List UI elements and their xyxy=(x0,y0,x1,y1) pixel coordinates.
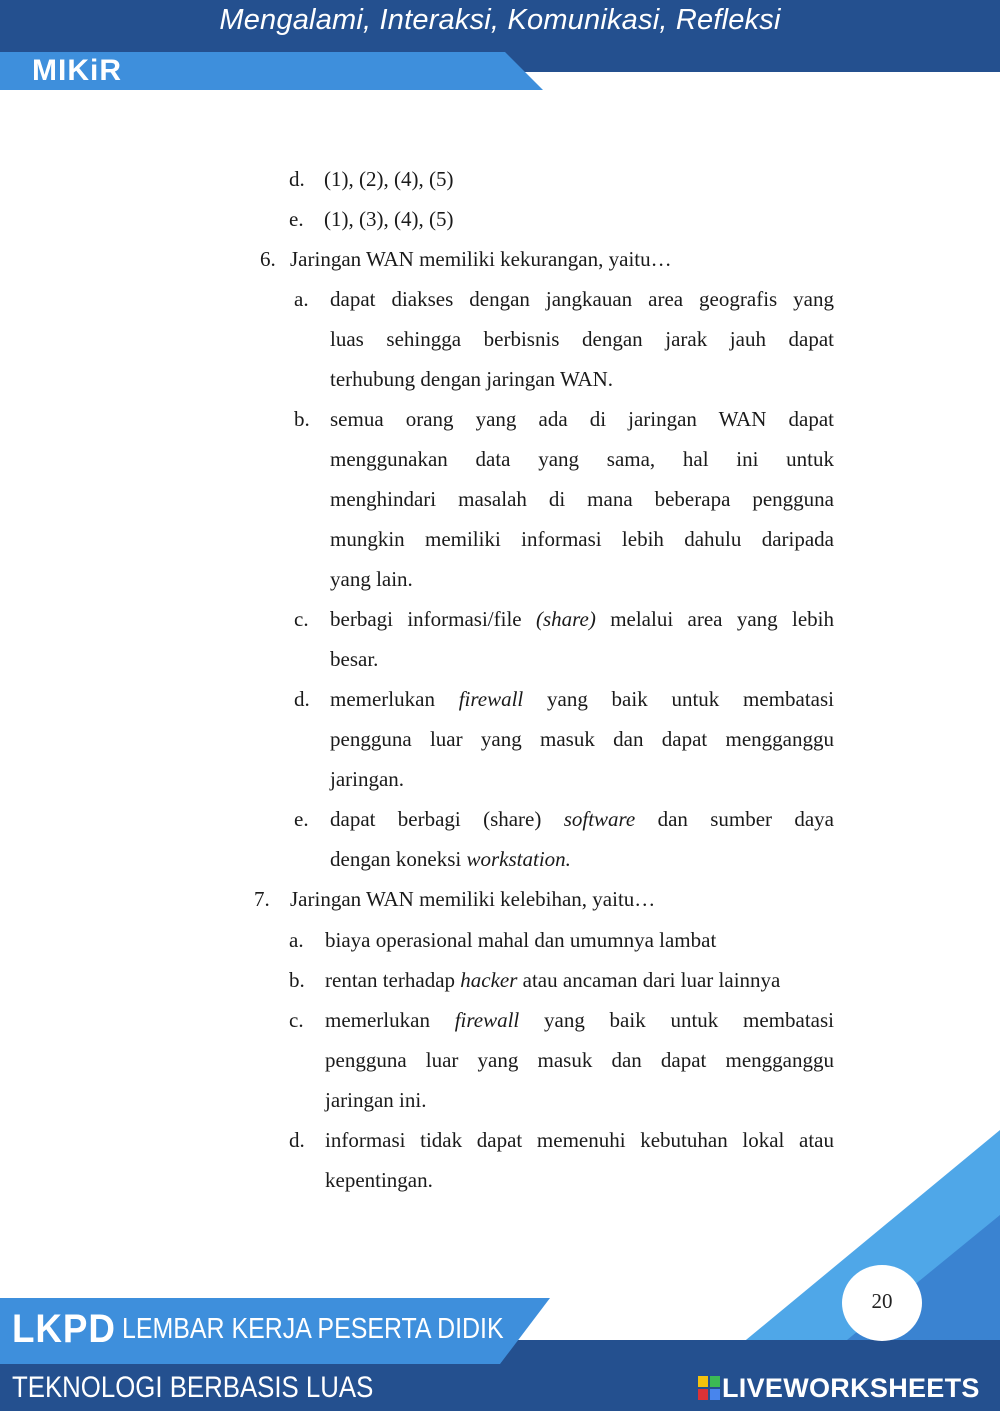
option-line xyxy=(330,847,571,871)
option-letter: b. xyxy=(289,968,305,992)
option-line xyxy=(330,687,834,711)
text-run-italic: (share) xyxy=(535,607,596,631)
option-line: semua orang yang ada di jaringan WAN dapat xyxy=(330,407,834,431)
option-line: mungkin memiliki informasi lebih dahulu daripada xyxy=(330,527,834,551)
option-letter: c. xyxy=(294,607,309,631)
text-run: memerlukan xyxy=(330,687,459,711)
option-letter: e. xyxy=(294,807,309,831)
option-line: kepentingan. xyxy=(325,1168,433,1192)
option-line: dapat diakses dengan jangkauan area geografis yang xyxy=(330,287,834,311)
text-run: berbagi informasi/file xyxy=(330,607,536,631)
option-prev-d xyxy=(289,167,454,191)
text-run-italic: firewall xyxy=(454,1008,520,1032)
page-number: 20 xyxy=(871,1289,893,1313)
text-run: dengan koneksi xyxy=(330,847,467,871)
option-line xyxy=(330,807,834,831)
text-run: yang baik untuk membatasi xyxy=(523,687,834,711)
option-text: (1), (3), (4), (5) xyxy=(324,207,454,231)
text-run-italic: firewall xyxy=(458,687,524,711)
option-line xyxy=(325,968,780,992)
header-tag-band-dark xyxy=(505,52,1000,72)
option-letter: d. xyxy=(294,687,310,711)
footer-lkpd-subtitle: LEMBAR KERJA PESERTA DIDIK xyxy=(122,1313,504,1345)
footer-subject: TEKNOLOGI BERBASIS LUAS xyxy=(12,1371,374,1404)
header-title: Mengalami, Interaksi, Komunikasi, Refleksi xyxy=(219,4,781,36)
option-letter: a. xyxy=(294,287,309,311)
text-run: atau ancaman dari luar lainnya xyxy=(517,968,781,992)
option-line: biaya operasional mahal dan umumnya lambat xyxy=(325,928,717,952)
option-letter: e. xyxy=(289,207,304,231)
option-letter: a. xyxy=(289,928,304,952)
option-line: menghindari masalah di mana beberapa pengguna xyxy=(330,487,834,511)
header-tag: MIKiR xyxy=(32,54,122,87)
option-letter: d. xyxy=(289,1128,305,1152)
option-line xyxy=(330,607,834,631)
option-line: menggunakan data yang sama, hal ini untuk xyxy=(330,447,834,471)
question-text: Jaringan WAN memiliki kelebihan, yaitu… xyxy=(290,887,656,911)
question-number: 6. xyxy=(260,247,276,271)
option-letter: c. xyxy=(289,1008,304,1032)
text-run: melalui area yang lebih xyxy=(595,607,834,631)
option-prev-e xyxy=(289,207,454,231)
text-run-italic: software xyxy=(563,807,636,831)
footer-brand: LIVEWORKSHEETS xyxy=(722,1373,980,1403)
text-run: dan sumber daya xyxy=(635,807,834,831)
option-line: jaringan. xyxy=(330,767,405,791)
option-line: pengguna luar yang masuk dan dapat mengganggu xyxy=(325,1048,834,1072)
option-line: jaringan ini. xyxy=(325,1088,427,1112)
text-run: rentan terhadap xyxy=(325,968,461,992)
option-line: pengguna luar yang masuk dan dapat mengganggu xyxy=(330,727,834,751)
option-line: terhubung dengan jaringan WAN. xyxy=(330,367,614,391)
liveworksheets-logo-icon xyxy=(698,1376,720,1400)
question-text: Jaringan WAN memiliki kekurangan, yaitu… xyxy=(290,247,672,271)
option-line xyxy=(325,1008,834,1032)
text-run-italic: hacker xyxy=(460,968,518,992)
footer-lkpd: LKPD xyxy=(12,1307,116,1351)
text-run: memerlukan xyxy=(325,1008,455,1032)
option-line: luas sehingga berbisnis dengan jarak jauh dapat xyxy=(330,327,834,351)
text-run-italic: workstation. xyxy=(466,847,571,871)
option-line: yang lain. xyxy=(330,567,413,591)
option-line: informasi tidak dapat memenuhi kebutuhan lokal atau xyxy=(325,1128,834,1152)
question-number: 7. xyxy=(254,887,270,911)
question-7 xyxy=(254,887,656,911)
option-letter: d. xyxy=(289,167,305,191)
option-letter: b. xyxy=(294,407,310,431)
text-run: dapat berbagi (share) xyxy=(330,807,564,831)
question-6 xyxy=(260,247,672,271)
text-run: yang baik untuk membatasi xyxy=(519,1008,834,1032)
option-line: besar. xyxy=(330,647,379,671)
option-text: (1), (2), (4), (5) xyxy=(324,167,454,191)
